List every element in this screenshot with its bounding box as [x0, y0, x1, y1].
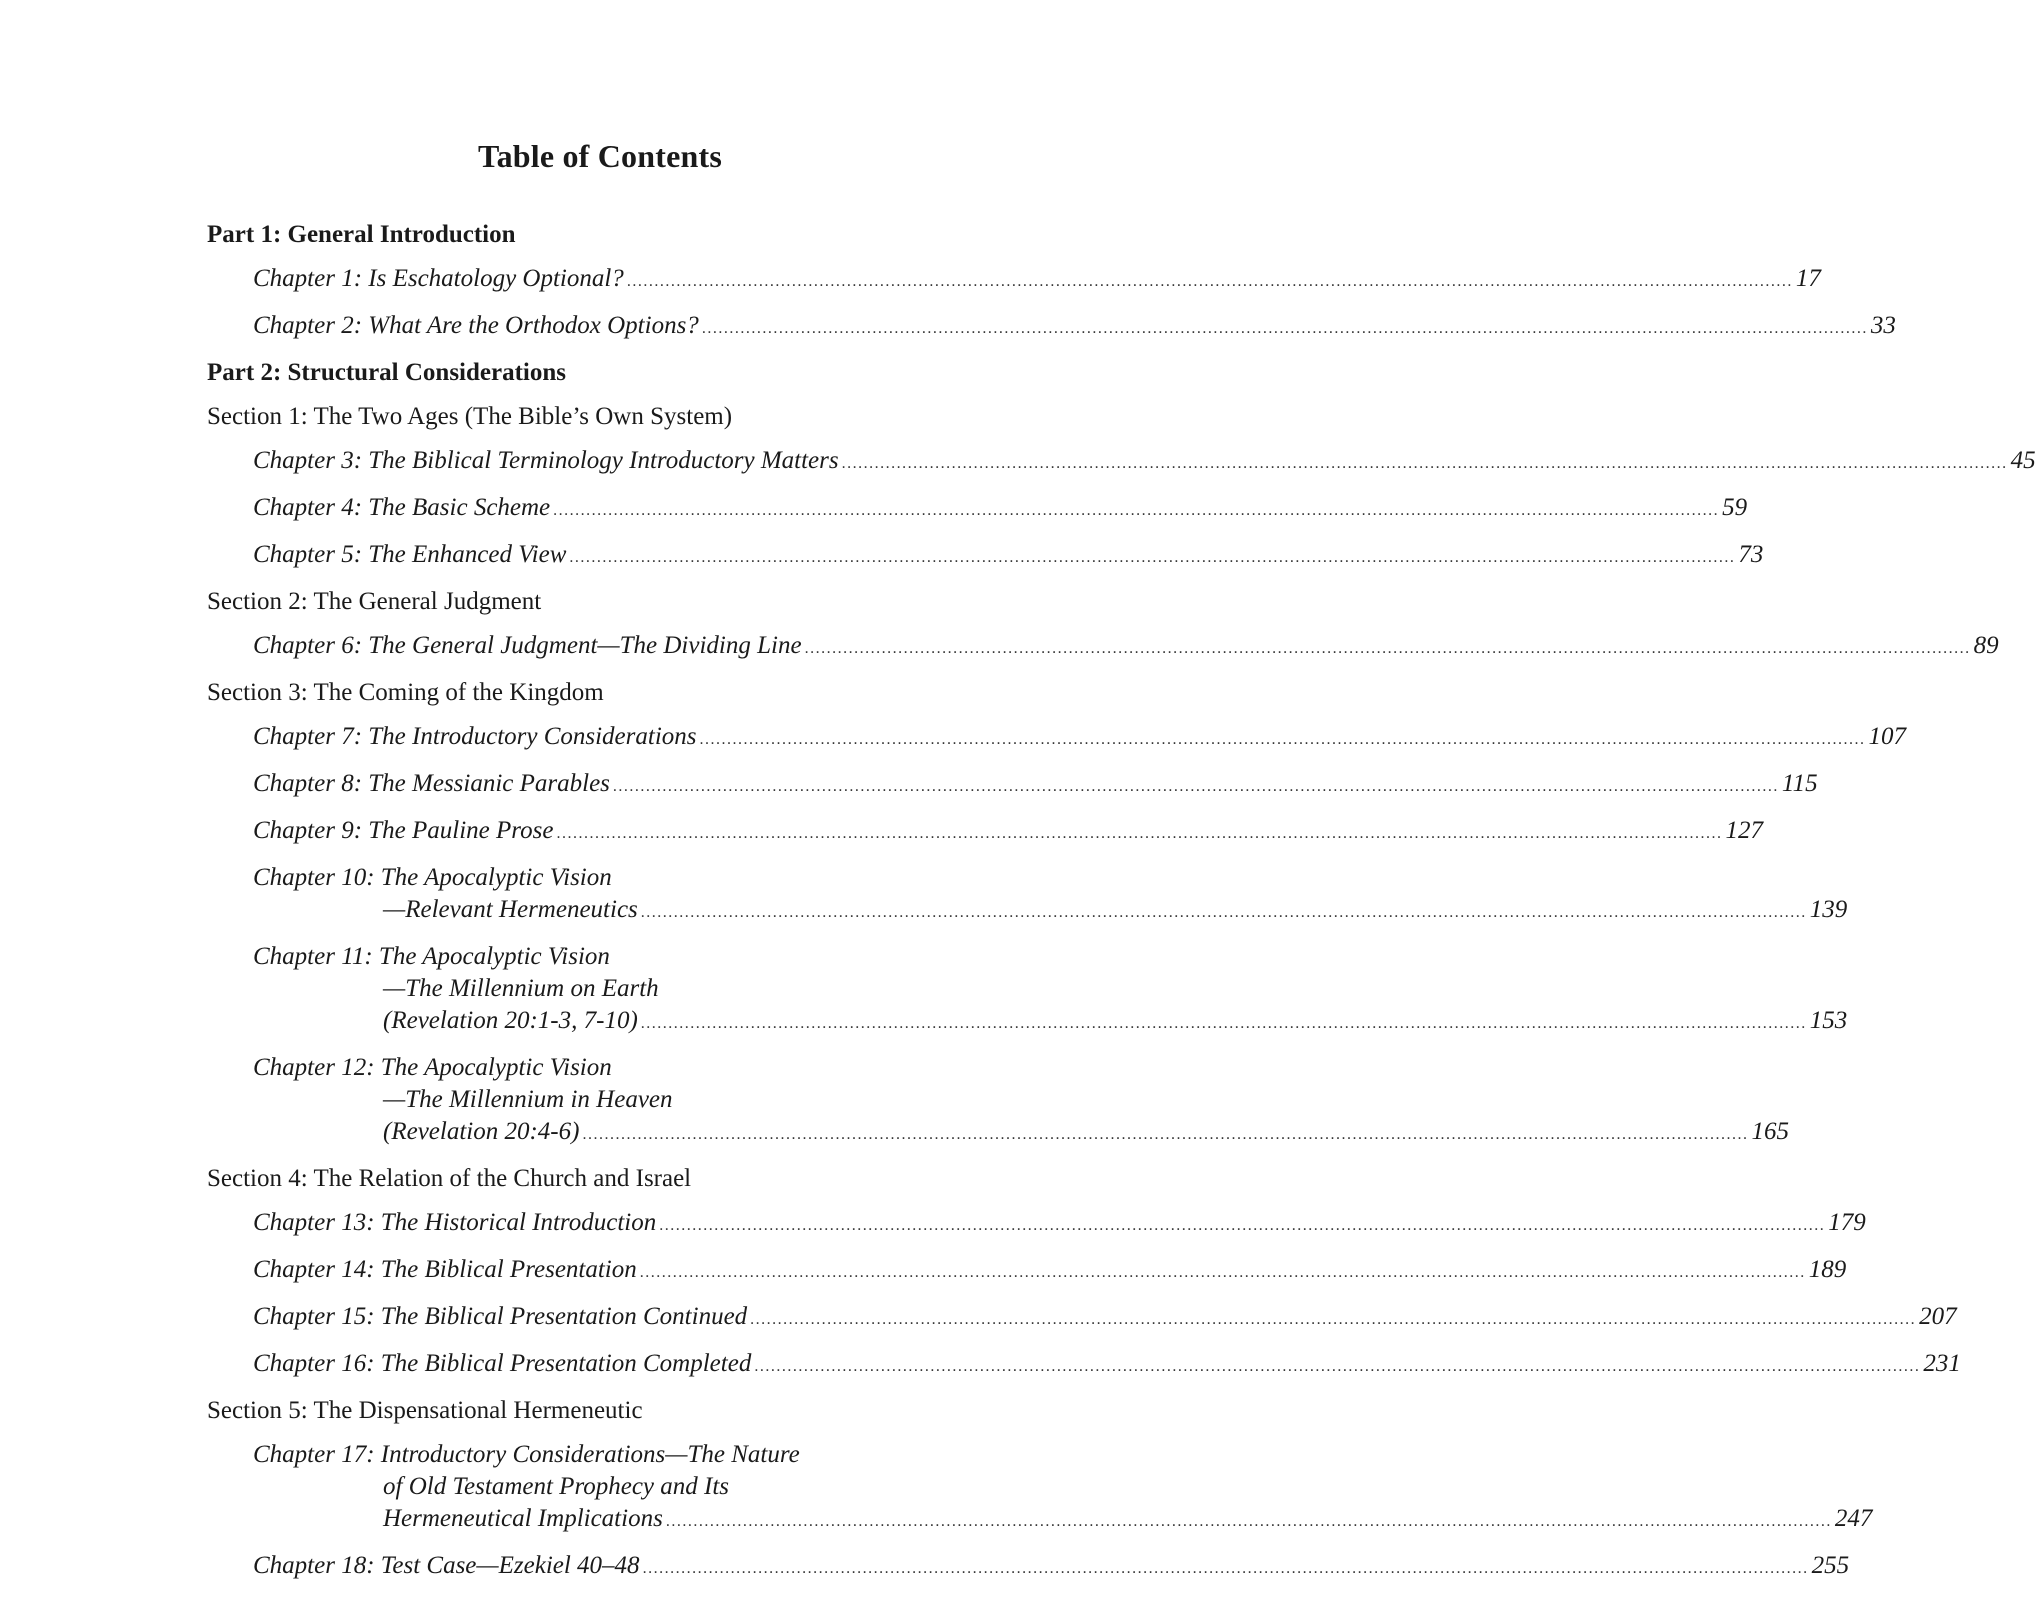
- page-number: 179: [1828, 1209, 1866, 1236]
- page-number: 247: [1834, 1505, 1873, 1532]
- chapter-title: Chapter 13: The Historical Introduction: [253, 1209, 657, 1236]
- page-title: Table of Contents: [477, 138, 723, 174]
- section-heading: Section 1: The Two Ages (The Bible’s Own System): [207, 403, 733, 430]
- chapter-title: Chapter 1: Is Eschatology Optional?: [253, 265, 624, 292]
- chapter-title: Chapter 6: The General Judgment—The Dividing Line: [253, 632, 802, 659]
- dot-leader: [750, 1301, 1916, 1336]
- toc-entry[interactable]: [253, 1295, 1957, 1342]
- chapter-subtitle: —The Millennium in Heaven: [383, 1086, 673, 1113]
- toc-entry[interactable]: [253, 762, 1818, 809]
- toc-entry[interactable]: [253, 1544, 1850, 1591]
- page-number: 45: [2010, 447, 2036, 474]
- toc-entry[interactable]: [253, 533, 1764, 580]
- chapter-title: Chapter 12: The Apocalyptic Vision: [253, 1054, 612, 1081]
- page-number: 127: [1725, 817, 1763, 844]
- toc-entry[interactable]: [253, 624, 1999, 671]
- toc-entry[interactable]: [253, 486, 1748, 533]
- toc-entry[interactable]: [253, 715, 1907, 762]
- dot-leader: [702, 310, 1868, 345]
- chapter-title: Chapter 9: The Pauline Prose: [253, 817, 554, 844]
- dot-leader: [659, 1207, 1825, 1242]
- toc-entry[interactable]: [253, 1248, 1847, 1295]
- page-number: 165: [1751, 1118, 1789, 1145]
- chapter-title: Chapter 16: The Biblical Presentation Completed: [253, 1350, 752, 1377]
- section-heading: Section 5: The Dispensational Hermeneutic: [207, 1397, 643, 1424]
- page-number: 17: [1795, 265, 1821, 292]
- dot-leader: [553, 492, 1719, 527]
- toc-entry[interactable]: [253, 935, 1848, 1046]
- page-number: 207: [1919, 1303, 1957, 1330]
- chapter-title: Chapter 10: The Apocalyptic Vision: [253, 864, 612, 891]
- dot-leader: [805, 630, 1971, 665]
- dot-leader: [627, 263, 1793, 298]
- chapter-title: Chapter 2: What Are the Orthodox Options?: [253, 312, 699, 339]
- chapter-title: Chapter 3: The Biblical Terminology Introductory Matters: [253, 447, 839, 474]
- chapter-title: Chapter 5: The Enhanced View: [253, 541, 567, 568]
- chapter-subtitle: of Old Testament Prophecy and Its: [383, 1473, 730, 1500]
- dot-leader: [643, 1550, 1809, 1585]
- page-number: 115: [1781, 770, 1818, 797]
- chapter-title: Chapter 7: The Introductory Considerations: [253, 723, 697, 750]
- toc-entry[interactable]: [253, 304, 1896, 351]
- chapter-title: Chapter 15: The Biblical Presentation Continued: [253, 1303, 748, 1330]
- dot-leader: [582, 1116, 1748, 1151]
- dot-leader: [842, 445, 2008, 480]
- page-number: 139: [1809, 896, 1848, 923]
- chapter-title: Chapter 8: The Messianic Parables: [253, 770, 610, 797]
- chapter-scripture-ref: (Revelation 20:4-6): [383, 1118, 580, 1145]
- chapter-title: Chapter 11: The Apocalyptic Vision: [253, 943, 610, 970]
- chapter-scripture-ref: (Revelation 20:1-3, 7-10): [383, 1007, 638, 1034]
- page-number: 107: [1868, 723, 1907, 750]
- chapter-subtitle: —Relevant Hermeneutics: [383, 896, 638, 923]
- page-number: 189: [1808, 1256, 1847, 1283]
- dot-leader: [556, 815, 1722, 850]
- toc-entry[interactable]: [253, 1046, 1789, 1157]
- section-heading: Section 3: The Coming of the Kingdom: [207, 679, 604, 706]
- dot-leader: [666, 1503, 1832, 1538]
- toc-entry[interactable]: [253, 257, 1821, 304]
- dot-leader: [613, 768, 1779, 803]
- page-number: 33: [1870, 312, 1896, 339]
- dot-leader: [700, 721, 1866, 756]
- chapter-title: Chapter 18: Test Case—Ezekiel 40–48: [253, 1552, 640, 1579]
- dot-leader: [641, 1005, 1807, 1040]
- dot-leader: [569, 539, 1735, 574]
- dot-leader: [641, 894, 1807, 929]
- chapter-subtitle-cont: Hermeneutical Implications: [383, 1505, 663, 1532]
- toc-entry[interactable]: [253, 809, 1763, 856]
- page-number: 89: [1973, 632, 1999, 659]
- page-number: 73: [1738, 541, 1764, 568]
- section-heading: Section 2: The General Judgment: [207, 588, 542, 615]
- dot-leader: [754, 1348, 1920, 1383]
- toc-entry[interactable]: [253, 856, 1848, 935]
- page-number: 59: [1722, 494, 1748, 521]
- part-heading: Part 2: Structural Considerations: [207, 359, 566, 386]
- chapter-title: Chapter 17: Introductory Considerations—The Nature: [253, 1441, 800, 1468]
- toc-entry[interactable]: [253, 1433, 1873, 1544]
- toc-entry[interactable]: [253, 1342, 1961, 1389]
- section-heading: Section 4: The Relation of the Church and Israel: [207, 1165, 692, 1192]
- toc-entry[interactable]: [253, 439, 2036, 486]
- page-number: 255: [1811, 1552, 1850, 1579]
- chapter-title: Chapter 14: The Biblical Presentation: [253, 1256, 637, 1283]
- page-number: 153: [1809, 1007, 1848, 1034]
- chapter-subtitle: —The Millennium on Earth: [383, 975, 659, 1002]
- table-of-contents: [207, 213, 2036, 1591]
- page-number: 231: [1923, 1350, 1961, 1377]
- part-heading: Part 1: General Introduction: [207, 221, 516, 248]
- toc-entry[interactable]: [253, 1201, 1866, 1248]
- chapter-title: Chapter 4: The Basic Scheme: [253, 494, 551, 521]
- dot-leader: [640, 1254, 1806, 1289]
